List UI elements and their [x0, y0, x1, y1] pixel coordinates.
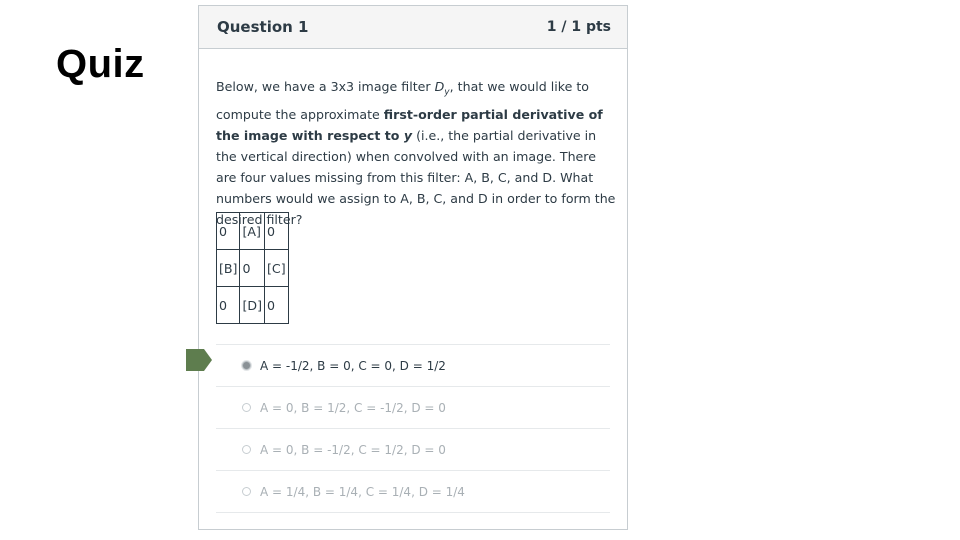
- answer-text: A = 0, B = 1/2, C = -1/2, D = 0: [260, 400, 446, 415]
- question-text-part: that we would like to compute the approximate: [216, 79, 589, 122]
- radio-icon[interactable]: [242, 445, 251, 454]
- question-header: [199, 6, 627, 49]
- filter-cell: 0: [240, 250, 265, 287]
- answer-option-4[interactable]: [216, 471, 610, 513]
- question-points: 1 / 1 pts: [546, 19, 611, 35]
- answer-list: [216, 344, 610, 513]
- filter-cell: 0: [265, 213, 289, 250]
- question-text: Below, we have a 3x3 image filter $D_y$, that we would like to compute the approximate first-order partial derivative of the image with respect to y (i.e., the partial derivative in the vertical direction) when convolved with an image. There are four values missing from this filter: A, B, C, and D. What numbers would we assign to A, B, C, and D in order to form the desired filter?: [216, 79, 616, 227]
- filter-cell: [D]: [240, 287, 265, 324]
- filter-row: [217, 250, 289, 287]
- filter-row: [217, 213, 289, 250]
- filter-cell: 0: [265, 287, 289, 324]
- filter-row: [217, 287, 289, 324]
- answer-text: A = -1/2, B = 0, C = 0, D = 1/2: [260, 358, 446, 373]
- question-text-bold-y: y: [403, 127, 413, 143]
- radio-icon[interactable]: [242, 403, 251, 412]
- filter-cell: [C]: [265, 250, 289, 287]
- correct-answer-arrow-icon: [186, 349, 212, 371]
- filter-cell: [B]: [217, 250, 240, 287]
- radio-selected-icon[interactable]: [242, 361, 251, 370]
- filter-symbol: $D_y$: [434, 79, 450, 98]
- question-title: Question 1: [217, 18, 309, 36]
- filter-table: [216, 212, 289, 324]
- question-text-part: Below, we have a 3x3 image filter: [216, 79, 435, 94]
- answer-text: A = 1/4, B = 1/4, C = 1/4, D = 1/4: [260, 484, 465, 499]
- answer-option-1[interactable]: [216, 345, 610, 387]
- radio-icon[interactable]: [242, 487, 251, 496]
- question-text-part: (i.e., the partial derivative in the vertical direction) when convolved with an image. There are four values missing from this filter: A, B, C, and D. What numbers would we assign to A, B, C, and D in order to form the desired filter?: [216, 127, 616, 227]
- answer-option-3[interactable]: [216, 429, 610, 471]
- filter-cell: 0: [217, 213, 240, 250]
- filter-cell: 0: [217, 287, 240, 324]
- question-text-bold: first-order partial derivative of the image with respect to: [216, 106, 603, 143]
- answer-text: A = 0, B = -1/2, C = 1/2, D = 0: [260, 442, 446, 457]
- slide-title: Quiz: [56, 42, 145, 86]
- filter-cell: [A]: [240, 213, 265, 250]
- answer-option-2[interactable]: [216, 387, 610, 429]
- quiz-question-card: [198, 5, 628, 530]
